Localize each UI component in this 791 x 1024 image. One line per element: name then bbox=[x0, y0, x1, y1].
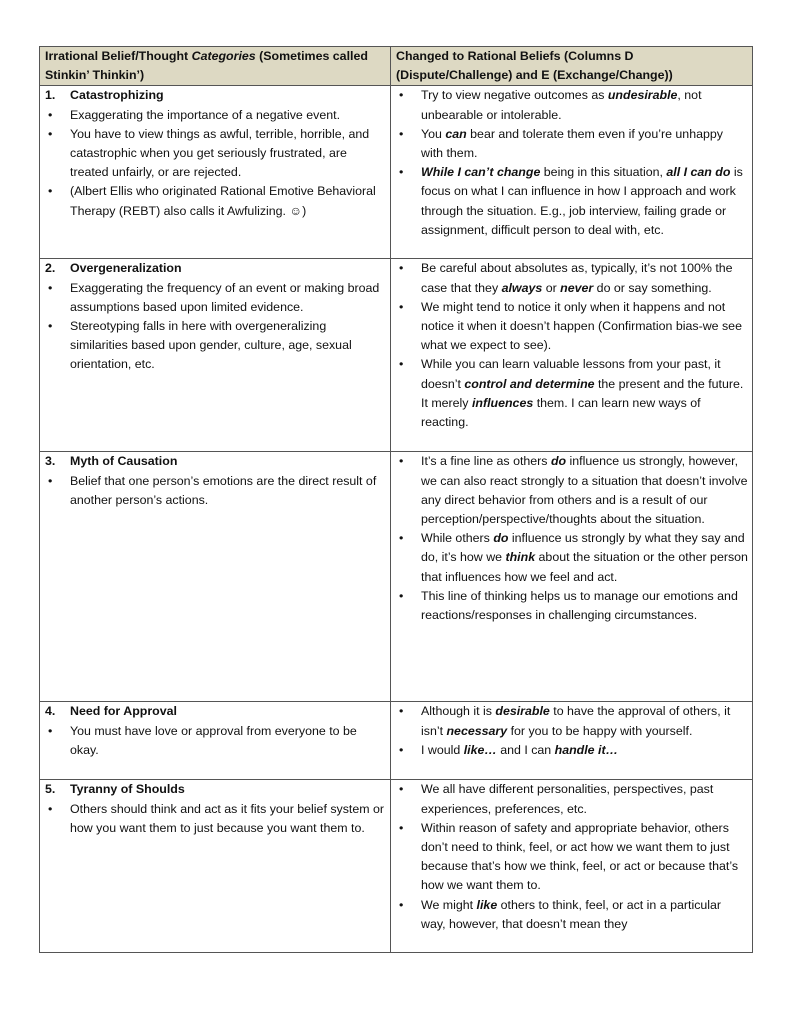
list-item: • While you can learn valuable lessons from your past, it doesn’t control and determine the present and the future. It merely influences them. I can learn new ways of reacting. bbox=[396, 355, 748, 432]
irrational-cell bbox=[40, 259, 391, 452]
list-item: • Exaggerating the frequency of an event or making broad assumptions based upon limited evidence. bbox=[45, 279, 386, 317]
irrational-cell bbox=[40, 780, 391, 953]
rational-cell bbox=[391, 259, 753, 452]
table-row bbox=[40, 86, 753, 259]
header-row bbox=[40, 47, 753, 86]
list-item: • It’s a fine line as others do influence us strongly, however, we can also react strongly to a situation that doesn’t involve any direct behavior from others and is a result of our perception/perspective/thoughts about the situation. bbox=[396, 452, 748, 529]
list-item: • Others should think and act as it fits your belief system or how you want them to just because you want them to. bbox=[45, 800, 386, 838]
category-heading: 2. Overgeneralization bbox=[45, 261, 182, 276]
list-item: • Belief that one person’s emotions are the direct result of another person’s actions. bbox=[45, 472, 386, 510]
list-item: • Stereotyping falls in here with overgeneralizing similarities based upon gender, culture, age, sexual orientation, etc. bbox=[45, 317, 386, 375]
list-item: • You must have love or approval from everyone to be okay. bbox=[45, 722, 386, 760]
list-item: • While others do influence us strongly by what they say and do, it’s how we think about the situation or the other person that influences how we feel and act. bbox=[396, 529, 748, 587]
list-item: • Although it is desirable to have the approval of others, it isn’t necessary for you to be happy with yourself. bbox=[396, 702, 748, 740]
category-heading: 3. Myth of Causation bbox=[45, 454, 178, 469]
irrational-cell bbox=[40, 702, 391, 780]
table-row bbox=[40, 780, 753, 953]
irrational-cell bbox=[40, 452, 391, 702]
irrational-cell bbox=[40, 86, 391, 259]
list-item: • We might like others to think, feel, or act in a particular way, however, that doesn’t mean they bbox=[396, 896, 748, 934]
category-heading: 1. Catastrophizing bbox=[45, 88, 164, 103]
beliefs-table bbox=[39, 46, 753, 953]
rational-cell bbox=[391, 452, 753, 702]
table-row bbox=[40, 259, 753, 452]
rational-cell bbox=[391, 702, 753, 780]
table-row bbox=[40, 452, 753, 702]
header-rational: Changed to Rational Beliefs (Columns D (Dispute/Challenge) and E (Exchange/Change)) bbox=[391, 47, 753, 86]
list-item: • Try to view negative outcomes as undesirable, not unbearable or intolerable. bbox=[396, 86, 748, 124]
list-item: • Be careful about absolutes as, typically, it’s not 100% the case that they always or never do or say something. bbox=[396, 259, 748, 297]
list-item: • Exaggerating the importance of a negative event. bbox=[45, 106, 386, 125]
list-item: • We might tend to notice it only when it happens and not notice it when it doesn’t happen (Confirmation bias-we see what we expect to see). bbox=[396, 298, 748, 356]
table-row bbox=[40, 702, 753, 780]
list-item: • We all have different personalities, perspectives, past experiences, preferences, etc. bbox=[396, 780, 748, 818]
header-irrational: Irrational Belief/Thought Categories (Sometimes called Stinkin’ Thinkin’) bbox=[40, 47, 391, 86]
list-item: • You have to view things as awful, terrible, horrible, and catastrophic when you get seriously frustrated, are treated unfairly, or are rejected. bbox=[45, 125, 386, 183]
category-heading: 5. Tyranny of Shoulds bbox=[45, 782, 185, 797]
list-item: • Within reason of safety and appropriate behavior, others don’t need to think, feel, or act how we want them to just because that’s how we think, feel, or act or because that’s how we want them to. bbox=[396, 819, 748, 896]
list-item: • You can bear and tolerate them even if you’re unhappy with them. bbox=[396, 125, 748, 163]
list-item: • This line of thinking helps us to manage our emotions and reactions/responses in challenging circumstances. bbox=[396, 587, 748, 625]
category-heading: 4. Need for Approval bbox=[45, 704, 177, 719]
list-item: • (Albert Ellis who originated Rational Emotive Behavioral Therapy (REBT) also calls it Awfulizing. ☺) bbox=[45, 182, 386, 220]
list-item: • I would like… and I can handle it… bbox=[396, 741, 748, 760]
list-item: • While I can’t change being in this situation, all I can do is focus on what I can influence in how I approach and work through the situation. E.g., job interview, failing grade or assignment, difficult person to deal with, etc. bbox=[396, 163, 748, 240]
rational-cell bbox=[391, 780, 753, 953]
rational-cell bbox=[391, 86, 753, 259]
